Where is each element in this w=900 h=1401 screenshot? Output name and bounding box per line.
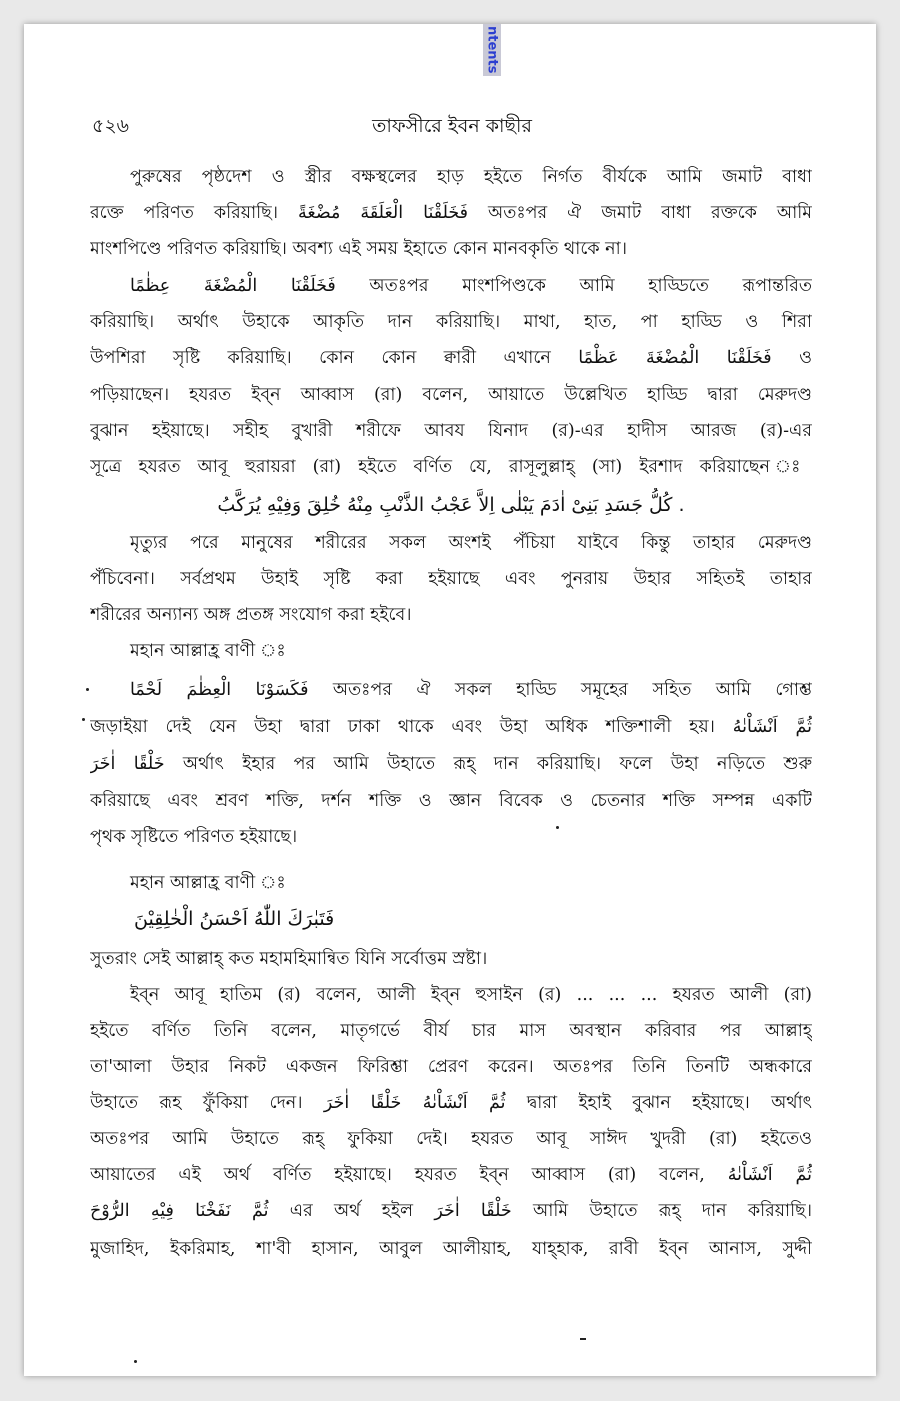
text-line: উপশিরা সৃষ্টি করিয়াছি। কোন কোন ক্বারী এখানে فَخَلَقْنَا الْمُضْغَةَ عَظْمًا ও — [90, 348, 812, 368]
text-line: জড়াইয়া দেই যেন উহা দ্বারা ঢাকা থাকে এবং উহা অধিক শক্তিশালী হয়। ثُمَّ اَنْشَاْنٰهُ — [90, 717, 812, 737]
text-line: ثُمَّ نَفَخْنَا فِيْهِ الرُّوْحَ এর অর্থ হইল خَلْقًا اٰخَرَ আমি উহাতে রূহ্ দান করিয়াছি। — [90, 1201, 812, 1221]
text-line: فَكَسَوْنَا الْعِظٰمَ لَحْمًا অতঃপর ঐ সকল হাড্ডি সমূহের সহিত আমি গোশ্ত — [130, 680, 812, 700]
text-line: ইব্ন আবূ হাতিম (র) বলেন, আলী ইব্ন হুসাইন (র) ... ... ... হযরত আলী (রা) — [130, 985, 812, 1005]
scan-speck — [134, 1360, 137, 1363]
text-line: মুজাহিদ, ইকরিমাহ, শা'বী হাসান, আবুল আলীয়াহ, যাহ্হাক, রাবী ইব্ন আনাস, সুদ্দী — [90, 1239, 812, 1259]
text-line: خَلْقًا اٰخَرَ অর্থাৎ ইহার পর আমি উহাতে রূহ্ দান করিয়াছি। ফলে উহা নড়িতে শুরু — [90, 754, 812, 774]
arabic-quote: فَتَبٰرَكَ اللّٰهُ اَحْسَنُ الْخٰلِقِيْنَ — [134, 908, 335, 930]
contents-tab[interactable]: ntents — [483, 24, 501, 76]
text-line: রক্তে পরিণত করিয়াছি। فَخَلَقْنَا الْعَلَقَةَ مُضْغَةً অতঃপর ঐ জমাট বাধা রক্তকে আমি — [90, 203, 812, 223]
text-line: মৃত্যুর পরে মানুষের শরীরের সকল অংশই পঁচিয়া যাইবে কিন্তু তাহার মেরুদণ্ড — [130, 533, 812, 553]
scan-speck — [580, 1338, 586, 1340]
text-line: আয়াতের এই অর্থ বর্ণিত হইয়াছে। হযরত ইব্ন আব্বাস (রা) বলেন, ثُمَّ اَنْشَاْنٰهُ — [90, 1165, 812, 1185]
text-line: মহান আল্লাহ্র বাণী ঃ — [130, 641, 286, 661]
text-line: তা'আলা উহার নিকট একজন ফিরিশ্তা প্রেরণ করেন। অতঃপর তিনি তিনটি অন্ধকারে — [90, 1057, 812, 1077]
text-line: পুরুষের পৃষ্ঠদেশ ও স্ত্রীর বক্ষস্থলের হাড় হইতে নির্গত বীর্যকে আমি জমাট বাধা — [130, 167, 812, 187]
text-line: সূত্রে হযরত আবূ হুরায়রা (রা) হইতে বর্ণিত যে, রাসূলুল্লাহ্ (সা) ইরশাদ করিয়াছেন ঃ — [90, 457, 812, 477]
scan-speck — [556, 826, 559, 829]
text-line: মহান আল্লাহ্র বাণী ঃ — [130, 873, 286, 893]
text-line: হইতে বর্ণিত তিনি বলেন, মাতৃগর্ভে বীর্য চার মাস অবস্থান করিবার পর আল্লাহ্ — [90, 1021, 812, 1041]
text-line: করিয়াছে এবং শ্রবণ শক্তি, দর্শন শক্তি ও জ্ঞান বিবেক ও চেতনার শক্তি সম্পন্ন একটি — [90, 791, 812, 811]
text-line: উহাতে রূহ ফুঁকিয়া দেন। ثُمَّ اَنْشَاْنٰهُ خَلْقًا اٰخَرَ দ্বারা ইহাই বুঝান হইয়াছে। অর্থাৎ — [90, 1093, 812, 1113]
text-line: অতঃপর আমি উহাতে রূহ্ ফুকিয়া দেই। হযরত আবূ সাঈদ খুদরী (রা) হইতেও — [90, 1129, 812, 1149]
page-header — [92, 112, 812, 138]
text-line: শরীরের অন্যান্য অঙ্গ প্রতঙ্গ সংযোগ করা হইবে। — [90, 605, 412, 625]
text-line: পঁচিবেনা। সর্বপ্রথম উহাই সৃষ্টি করা হইয়াছে এবং পুনরায় উহার সহিতই তাহার — [90, 569, 812, 589]
text-line: মাংশপিণ্ডে পরিণত করিয়াছি। অবশ্য এই সময় ইহাতে কোন মানবকৃতি থাকে না। — [90, 239, 627, 259]
page-number: ৫২৬ — [92, 115, 130, 137]
text-line: করিয়াছি। অর্থাৎ উহাকে আকৃতি দান করিয়াছি। মাথা, হাত, পা হাড্ডি ও শিরা — [90, 312, 812, 332]
text-line: فَخَلَقْنَا الْمُضْغَةَ عِظٰمًا অতঃপর মাংশপিণ্ডকে আমি হাড্ডিতে রূপান্তরিত — [130, 276, 812, 296]
text-line: সুতরাং সেই আল্লাহ্ কত মহামহিমান্বিত যিনি সর্বোত্তম স্রষ্টা। — [90, 949, 488, 969]
text-line: পৃথক সৃষ্টিতে পরিণত হইয়াছে। — [90, 827, 298, 847]
text-line: পড়িয়াছেন। হযরত ইব্ন আব্বাস (রা) বলেন, আয়াতে উল্লেখিত হাড্ডি দ্বারা মেরুদণ্ড — [90, 385, 812, 405]
arabic-quote: كُلُّ جَسَدِ بَنِىْ اٰدَمَ يَبْلٰى اِلاَّ عَجْبُ الذَّنْبِ مِنْهُ خُلِقَ وَفِيْهِ يُرَكَّبُ . — [217, 494, 685, 516]
scan-speck — [86, 688, 89, 691]
running-head: তাফসীরে ইবন কাছীর — [372, 115, 532, 137]
scan-speck — [82, 718, 85, 721]
text-line: বুঝান হইয়াছে। সহীহ বুখারী শরীফে আবয যিনাদ (র)-এর হাদীস আরজ (র)-এর — [90, 421, 812, 441]
